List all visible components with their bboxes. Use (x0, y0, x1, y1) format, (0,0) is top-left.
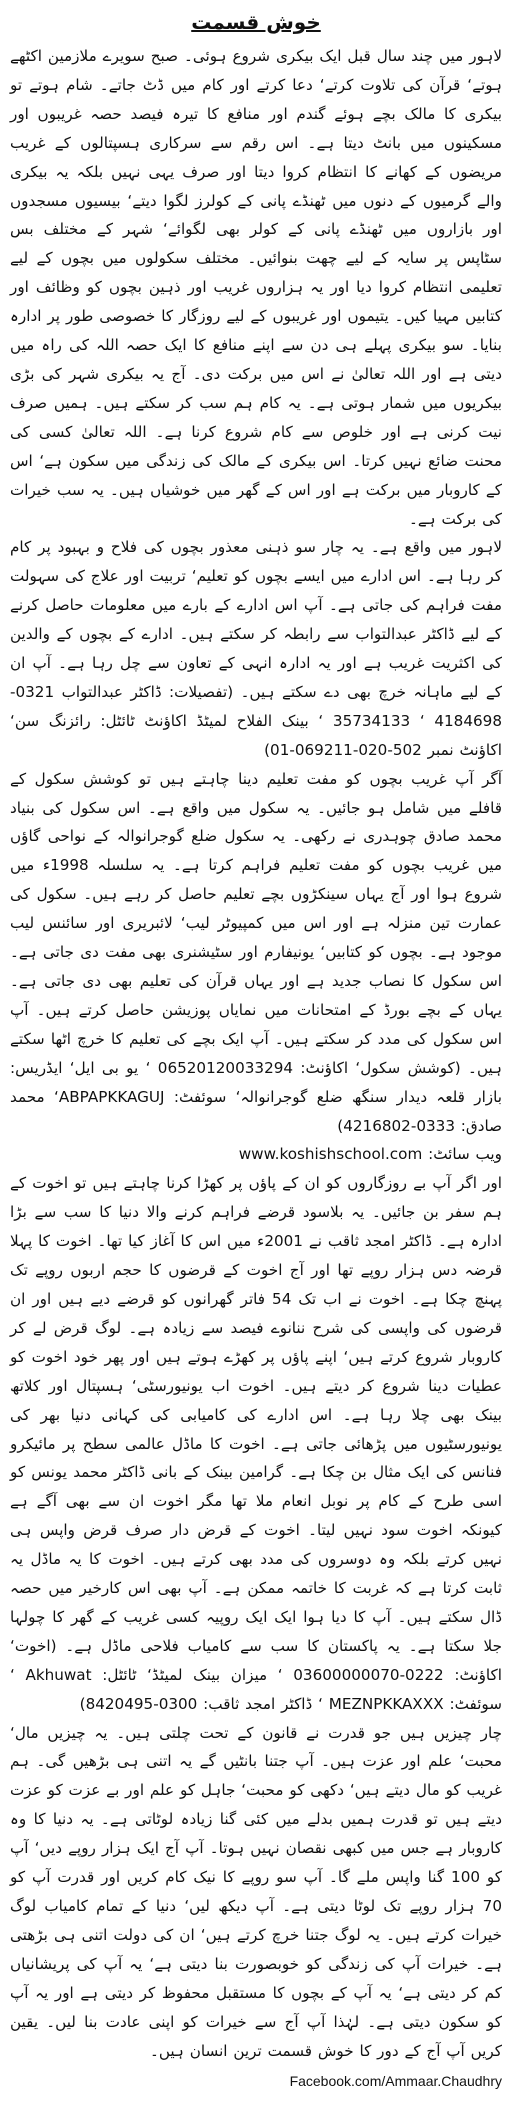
article-title: خوش قسمت (191, 10, 321, 34)
article-paragraph-1: لاہور میں چند سال قبل ایک بیکری شروع ہوئی۔ صبح سویرے ملازمین اکٹھے ہوتے‘ قرآن کی تلاوت کرتے‘ دعا کرتے اور کام میں ڈٹ جاتے۔ شام ہوتے تو بیکری کا مالک بچے ہوئے گندم اور منافع کا تیرہ فیصد حصہ غریبوں اور مسکینوں میں بانٹ دیتا ہے۔ اس رقم سے سرکاری ہسپتالوں کے غریب مریضوں کے کھانے کا انتظام کروا دیتا اور صرف یہی نہیں بلکہ یہ بیکری والے گرمیوں کے دنوں میں ٹھنڈے پانی کے کولرز لگوا دیتے‘ بیسیوں مسجدوں اور بازاروں میں ٹھنڈے پانی کے کولر بھی لگوائے‘ شہر کے مختلف بس سٹاپس پر سایہ کے لیے چھت بنوائیں۔ مختلف سکولوں میں بچوں کے لیے تعلیمی انتظام کروا دیا اور یہ ہزاروں غریب اور ذہین بچوں کو وظائف اور کتابیں مہیا کیں۔ یتیموں اور غریبوں کے لیے روزگار کا خصوصی طور پر ادارہ بنایا۔ سو بیکری پہلے ہی دن سے اپنے منافع کا ایک حصہ اللہ کی راہ میں دیتی ہے اور اللہ تعالیٰ نے اس میں برکت دی۔ آج یہ بیکری شہر کی بڑی بیکریوں میں شمار ہوتی ہے۔ یہ کام ہم سب کر سکتے ہیں۔ ہمیں صرف نیت کرنی ہے اور خلوص سے کام شروع کرنا ہے۔ اللہ تعالیٰ کسی کی محنت ضائع نہیں کرتا۔ اس بیکری کے مالک کی زندگی میں سکون ہے‘ اس کے کاروبار میں برکت ہے اور اس کے گھر میں خوشیاں ہیں۔ یہ سب خیرات کی برکت ہے۔ (10, 47, 502, 528)
article-paragraph-6: چار چیزیں ہیں جو قدرت نے قانون کے تحت چلتی ہیں۔ یہ چیزیں مال‘ محبت‘ علم اور عزت ہیں۔ آپ جتنا بانٹیں گے یہ اتنی ہی بڑھیں گی۔ ہم غریب کو مال دیتے ہیں‘ دکھی کو محبت‘ جاہل کو علم اور بے عزت کو عزت دیتے ہیں تو قدرت ہمیں بدلے میں کئی گنا زیادہ لوٹاتی ہے۔ یہ دنیا کا وہ کاروبار ہے جس میں کبھی نقصان نہیں ہوتا۔ آپ آج ایک ہزار روپے دیں‘ آپ کو 100 گنا واپس ملے گا۔ آپ سو روپے کا نیک کام کریں اور قدرت آپ کو 70 ہزار روپے تک لوٹا دیتی ہے۔ آپ دیکھ لیں‘ دنیا کے تمام کامیاب لوگ خیرات کرتے ہیں۔ یہ لوگ جتنا خرچ کرتے ہیں‘ ان کی دولت اتنی ہی بڑھتی ہے۔ خیرات آپ کی زندگی کو خوبصورت بنا دیتی ہے‘ یہ آپ کی پریشانیاں کم کر دیتی ہے‘ یہ آپ کے بچوں کا مستقبل محفوظ کر دیتی ہے اور یہ آپ کو سکون دیتی ہے۔ لہٰذا آپ آج سے خیرات کو اپنی عادت بنا لیں۔ یقین کریں آپ آج کے دور کا خوش قسمت ترین انسان ہیں۔ (10, 1723, 503, 2060)
article-paragraph-2: لاہور میں واقع ہے۔ یہ چار سو ذہنی معذور بچوں کی فلاح و بہبود پر کام کر رہا ہے۔ اس ادارے میں ایسے بچوں کو تعلیم‘ تربیت اور علاج کی سہولت مفت فراہم کی جاتی ہے۔ آپ اس ادارے کے بارے میں معلومات حاصل کرنے کے لیے ڈاکٹر عبدالتواب سے رابطہ کر سکتے ہیں۔ ادارے کے بچوں کے والدین کی اکثریت غریب ہے اور یہ ادارہ انہی کے تعاون سے چل رہا ہے۔ آپ ان کے لیے ماہانہ خرچ بھی دے سکتے ہیں۔ (تفصیلات: ڈاکٹر عبدالتواب 0321-4184698 ‘ 35734133 ‘ بینک الفلاح لمیٹڈ اکاؤنٹ ٹائٹل: رائزنگ سن‘ اکاؤنٹ نمبر 502-020-069211-01) (10, 538, 502, 759)
article-paragraph-5: اور اگر آپ بے روزگاروں کو ان کے پاؤں پر کھڑا کرنا چاہتے ہیں تو اخوت کے ہم سفر بن جائیں۔ یہ بلاسود قرضے فراہم کرنے والا دنیا کا سب سے بڑا ادارہ ہے۔ ڈاکٹر امجد ثاقب نے 2001ء میں اس کا آغاز کیا تھا۔ اخوت کا پہلا قرضہ دس ہزار روپے تھا اور آج اخوت کے قرضوں کا حجم اربوں روپے تک پہنچ چکا ہے۔ اخوت نے اب تک 54 فاتر گھرانوں کو قرضے دیے ہیں اور ان قرضوں کی واپسی کی شرح ننانوے فیصد سے زیادہ ہے۔ لوگ قرض لے کر کاروبار شروع کرتے ہیں‘ اپنے پاؤں پر کھڑے ہوتے ہیں اور پھر خود اخوت کو عطیات دینا شروع کر دیتے ہیں۔ اخوت اب یونیورسٹی‘ ہسپتال اور کلاتھ بینک بھی چلا رہا ہے۔ اس ادارے کی کامیابی کی کہانی دنیا بھر کی یونیورسٹیوں میں پڑھائی جاتی ہے۔ اخوت کا ماڈل عالمی سطح پر مائیکرو فنانس کی ایک مثال بن چکا ہے۔ گرامین بینک کے بانی ڈاکٹر محمد یونس کو اسی طرح کے کام پر نوبل انعام ملا تھا مگر اخوت ان سے بھی آگے ہے کیونکہ اخوت سود نہیں لیتا۔ اخوت کے قرض دار صرف قرض واپس ہی نہیں کرتے بلکہ وہ دوسروں کی مدد بھی کرتے ہیں۔ اخوت کا یہ ماڈل یہ ثابت کرتا ہے کہ غربت کا خاتمہ ممکن ہے۔ آپ بھی اس کارخیر میں حصہ ڈال سکتے ہیں۔ آپ کا دیا ہوا ایک ایک روپیہ کسی غریب کے گھر کا چولہا جلا سکتا ہے۔ یہ پاکستان کا سب سے کامیاب فلاحی ماڈل ہے۔ (اخوت‘ اکاؤنٹ: 0222-03600000070 ‘ میزان بینک لمیٹڈ‘ ٹائٹل: Akhuwat ‘ سوئفٹ: MEZNPKKAXXX ‘ ڈاکٹر امجد ثاقب: 0300-8420495) (10, 1174, 502, 1713)
author-facebook-link[interactable]: Facebook.com/Ammaar.Chaudhry (289, 2073, 502, 2090)
article-paragraph-3: آگر آپ غریب بچوں کو مفت تعلیم دینا چاہتے ہیں تو کوشش سکول کے قافلے میں شامل ہو جائیں۔ یہ سکول میں واقع ہے۔ اس سکول کی بنیاد محمد صادق چوہدری نے رکھی۔ یہ سکول ضلع گوجرانوالہ کے نواحی گاؤں میں غریب بچوں کو مفت تعلیم فراہم کرتا ہے۔ یہ سلسلہ 1998ء میں شروع ہوا اور آج یہاں سینکڑوں بچے تعلیم حاصل کر رہے ہیں۔ سکول کی عمارت تین منزلہ ہے اور اس میں کمپیوٹر لیب‘ لائبریری اور سائنس لیب موجود ہے۔ بچوں کو کتابیں‘ یونیفارم اور سٹیشنری بھی مفت دی جاتی ہے۔ اس سکول کا نصاب جدید ہے اور یہاں قرآن کی تعلیم بھی دی جاتی ہے۔ یہاں کے بچے بورڈ کے امتحانات میں نمایاں پوزیشن حاصل کرتے ہیں۔ آپ اس سکول کی مدد کر سکتے ہیں۔ آپ ایک بچے کی تعلیم کا خرچ اٹھا سکتے ہیں۔ (کوشش سکول‘ اکاؤنٹ: 06520120033294 ‘ یو بی ایل‘ ایڈریس: بازار قلعہ دیدار سنگھ ضلع گوجرانوالہ‘ سوئفٹ: ABPAPKKAGUJ‘ محمد صادق: 0333-4216802) (10, 769, 502, 1135)
article-paragraph-4: ویب سائٹ: www.koshishschool.com (238, 1145, 502, 1164)
